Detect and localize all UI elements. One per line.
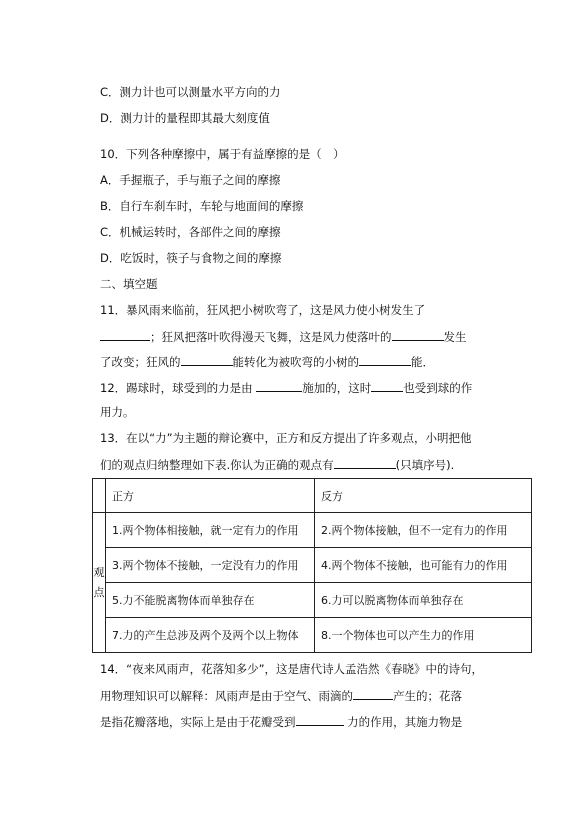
table-row xyxy=(93,583,532,618)
answer-blank xyxy=(100,328,150,341)
pro-cell: 1.两个物体相接触，就一定有力的作用 xyxy=(106,513,315,548)
pro-cell: 5.力不能脱离物体而单独存在 xyxy=(106,583,315,618)
q10-option-c: C．机械运转时，各部件之间的摩擦 xyxy=(100,225,281,239)
answer-blank xyxy=(334,456,396,469)
q10-option-b: B．自行车刹车时，车轮与地面间的摩擦 xyxy=(100,199,304,213)
q11-line1: 11．暴风雨来临前，狂风把小树吹弯了，这是风力使小树发生了 xyxy=(100,303,426,317)
con-cell: 2.两个物体接触，但不一定有力的作用 xyxy=(315,513,532,548)
answer-blank xyxy=(359,353,411,366)
answer-blank xyxy=(353,687,393,700)
table-header-row xyxy=(93,479,532,513)
q10-option-d: D．吃饭时，筷子与食物之间的摩擦 xyxy=(100,251,282,265)
q12-line1: 12．踢球时，球受到的力是由 施加的，这时 也受到球的作 xyxy=(100,381,473,395)
table-row xyxy=(93,513,532,548)
q9-option-d: D．测力计的量程即其最大刻度值 xyxy=(100,111,270,125)
pro-cell: 3.两个物体不接触，一定没有力的作用 xyxy=(106,548,315,583)
pro-cell: 7.力的产生总涉及两个及两个以上物体 xyxy=(106,618,315,653)
q14-line2: 用物理知识可以解释：风雨声是由于空气、雨滴的 产生的；花落 xyxy=(100,689,462,703)
q12-line2: 用力。 xyxy=(100,405,135,419)
con-cell: 8.一个物体也可以产生力的作用 xyxy=(315,618,532,653)
q10-stem: 10．下列各种摩擦中，属于有益摩擦的是（ ） xyxy=(100,147,345,161)
answer-blank xyxy=(371,379,403,392)
q9-option-c: C．测力计也可以测量水平方向的力 xyxy=(100,85,281,99)
con-cell: 4.两个物体不接触，也可能有力的作用 xyxy=(315,548,532,583)
q14-line3: 是指花瓣落地，实际上是由于花瓣受到 力的作用，其施力物是 xyxy=(100,715,463,729)
q13-line2: 们的观点归纳整理如下表.你认为正确的观点有 (只填序号). xyxy=(100,458,455,472)
section-heading: 二、填空题 xyxy=(100,277,158,291)
con-cell: 6.力可以脱离物体而单独存在 xyxy=(315,583,532,618)
answer-blank xyxy=(296,713,344,726)
con-header: 反方 xyxy=(315,479,532,513)
table-row xyxy=(93,618,532,653)
table-corner-cell xyxy=(93,479,106,513)
viewpoints-table xyxy=(92,478,532,653)
table-row xyxy=(93,548,532,583)
q11-line2: ；狂风把落叶吹得漫天飞舞，这是风力使落叶的 发生 xyxy=(100,328,467,345)
q10-option-a: A．手握瓶子，手与瓶子之间的摩擦 xyxy=(100,173,281,187)
q14-line1: 14．“夜来风雨声，花落知多少”，这是唐代诗人孟浩然《春晓》中的诗句， xyxy=(100,662,484,676)
answer-blank xyxy=(392,328,444,341)
pro-header: 正方 xyxy=(106,479,315,513)
q13-line1: 13．在以“力”为主题的辩论赛中，正方和反方提出了许多观点，小明把他 xyxy=(100,431,472,445)
answer-blank xyxy=(181,353,233,366)
answer-blank xyxy=(256,379,302,392)
q11-line3: 了改变；狂风的 能转化为被吹弯的小树的 能． xyxy=(100,355,434,369)
row-label: 观点 xyxy=(93,513,106,653)
